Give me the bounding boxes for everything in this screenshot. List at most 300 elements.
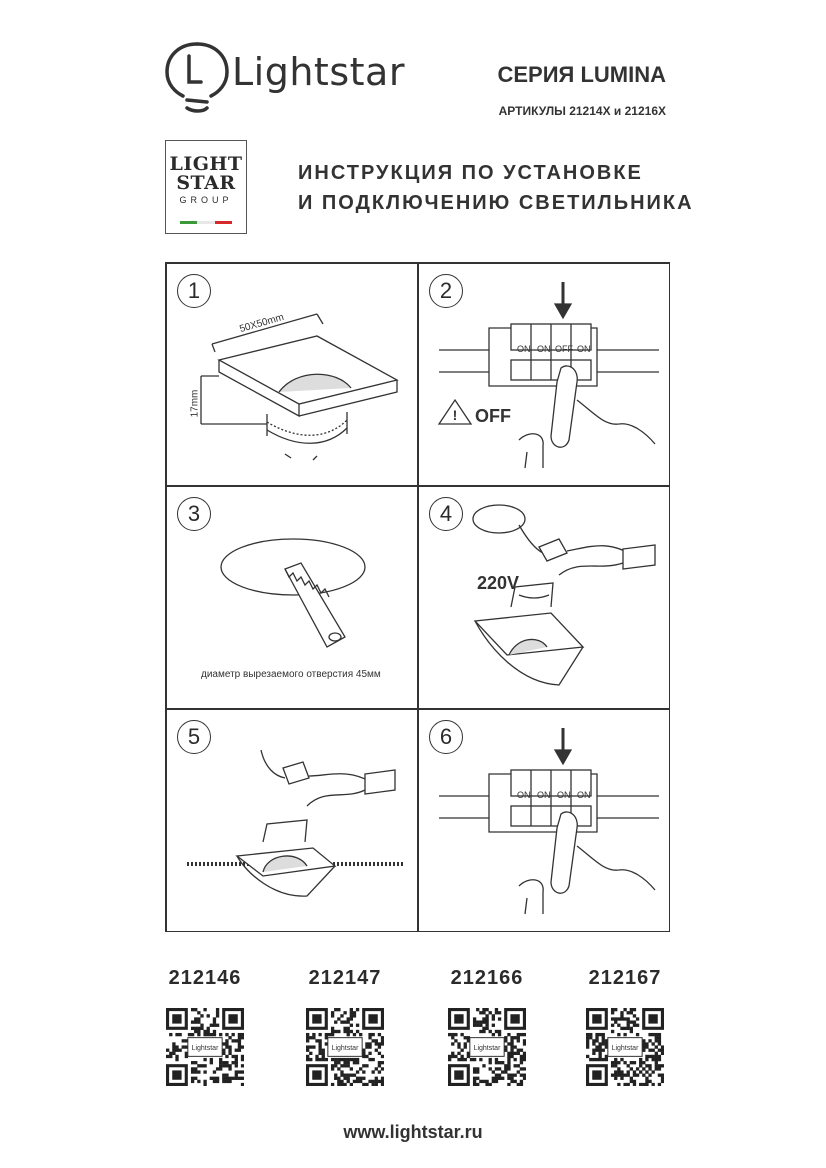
qr-module [197, 1017, 200, 1020]
switch-label-1: ON [517, 344, 531, 354]
qr-module [633, 1070, 636, 1073]
qr-module [235, 1077, 238, 1080]
qr-module [492, 1077, 495, 1080]
qr-module [325, 1033, 328, 1036]
qr-module [213, 1017, 216, 1020]
qr-finder-square [228, 1014, 237, 1023]
step-panel-4 [418, 486, 670, 709]
qr-module [210, 1058, 213, 1061]
qr-module [633, 1074, 636, 1077]
qr-module [175, 1058, 178, 1061]
qr-module [241, 1045, 244, 1048]
qr-module [238, 1049, 241, 1052]
qr-module [241, 1064, 244, 1067]
qr-module [343, 1074, 346, 1077]
qr-module [331, 1030, 334, 1033]
qr-module [381, 1036, 384, 1039]
qr-finder-square [368, 1014, 377, 1023]
qr-module [372, 1033, 375, 1036]
qr-module [623, 1017, 626, 1020]
qr-module [510, 1080, 513, 1083]
page-title [298, 158, 694, 218]
qr-module [457, 1042, 460, 1045]
qr-module [194, 1030, 197, 1033]
qr-module [482, 1064, 485, 1067]
qr-module [655, 1064, 658, 1067]
qr-module [222, 1074, 225, 1077]
qr-module [362, 1077, 365, 1080]
qr-module [589, 1033, 592, 1036]
qr-module [322, 1049, 325, 1052]
qr-module [213, 1080, 216, 1083]
qr-module [356, 1030, 359, 1033]
qr-module [235, 1055, 238, 1058]
qr-module [507, 1033, 510, 1036]
qr-module [312, 1033, 315, 1036]
qr-module [322, 1055, 325, 1058]
qr-module [507, 1083, 510, 1086]
qr-module [598, 1055, 601, 1058]
qr-module [520, 1058, 523, 1061]
qr-module [228, 1049, 231, 1052]
qr-module [241, 1083, 244, 1086]
qr-module [350, 1058, 353, 1061]
qr-module [642, 1074, 645, 1077]
qr-module [200, 1024, 203, 1027]
product-code: 212167 [588, 967, 662, 989]
qr-module [611, 1024, 614, 1027]
website-link[interactable]: www.lightstar.ru [343, 1122, 483, 1142]
qr-module [191, 1070, 194, 1073]
qr-module [630, 1067, 633, 1070]
qr-module [658, 1083, 661, 1086]
qr-module [365, 1055, 368, 1058]
qr-module [337, 1083, 340, 1086]
qr-module [482, 1008, 485, 1011]
qr-module [347, 1064, 350, 1067]
qr-module [642, 1083, 645, 1086]
qr-module [614, 1061, 617, 1064]
qr-module [197, 1020, 200, 1023]
qr-module [517, 1083, 520, 1086]
qr-module [219, 1033, 222, 1036]
qr-module [520, 1083, 523, 1086]
qr-module [172, 1052, 175, 1055]
qr-module [337, 1008, 340, 1011]
qr-module [381, 1067, 384, 1070]
qr-code[interactable] [166, 1008, 244, 1086]
qr-module [460, 1049, 463, 1052]
qr-module [178, 1033, 181, 1036]
qr-module [523, 1067, 526, 1070]
qr-module [514, 1052, 517, 1055]
qr-module [309, 1036, 312, 1039]
qr-module [464, 1042, 467, 1045]
qr-module [331, 1064, 334, 1067]
qr-module [225, 1045, 228, 1048]
qr-module [658, 1064, 661, 1067]
qr-code[interactable] [586, 1008, 664, 1086]
qr-module [645, 1070, 648, 1073]
qr-module [334, 1030, 337, 1033]
qr-module [648, 1049, 651, 1052]
qr-module [451, 1055, 454, 1058]
qr-module [504, 1067, 507, 1070]
product-item [580, 967, 670, 1086]
series-title: СЕРИЯ LUMINA [497, 62, 666, 87]
qr-module [210, 1024, 213, 1027]
qr-module [623, 1027, 626, 1030]
qr-module [495, 1080, 498, 1083]
qr-module [639, 1070, 642, 1073]
qr-code[interactable] [306, 1008, 384, 1086]
qr-module [225, 1039, 228, 1042]
qr-module [322, 1058, 325, 1061]
qr-module [652, 1042, 655, 1045]
qr-module [630, 1030, 633, 1033]
qr-module [602, 1049, 605, 1052]
qr-module [228, 1077, 231, 1080]
qr-module [623, 1061, 626, 1064]
qr-module [334, 1074, 337, 1077]
qr-module [225, 1080, 228, 1083]
qr-module [213, 1077, 216, 1080]
qr-module [375, 1049, 378, 1052]
qr-module [614, 1008, 617, 1011]
qr-module [514, 1064, 517, 1067]
qr-module [340, 1074, 343, 1077]
qr-module [353, 1074, 356, 1077]
qr-module [517, 1036, 520, 1039]
qr-module [642, 1067, 645, 1070]
qr-module [372, 1058, 375, 1061]
qr-module [356, 1070, 359, 1073]
qr-module [482, 1020, 485, 1023]
qr-module [520, 1055, 523, 1058]
product-code: 212146 [168, 967, 242, 989]
qr-module [238, 1077, 241, 1080]
qr-module [381, 1077, 384, 1080]
qr-module [620, 1014, 623, 1017]
qr-module [642, 1061, 645, 1064]
qr-module [232, 1033, 235, 1036]
qr-module [306, 1049, 309, 1052]
qr-module [520, 1049, 523, 1052]
switch-label-2: ON [537, 344, 551, 354]
qr-module [592, 1058, 595, 1061]
qr-module [451, 1033, 454, 1036]
qr-module [510, 1049, 513, 1052]
qr-module [228, 1036, 231, 1039]
switch-label-1: ON [517, 790, 531, 800]
qr-module [365, 1064, 368, 1067]
qr-module [623, 1008, 626, 1011]
qr-module [203, 1008, 206, 1011]
qr-module [312, 1045, 315, 1048]
qr-module [655, 1067, 658, 1070]
qr-module [586, 1042, 589, 1045]
qr-module [347, 1027, 350, 1030]
qr-module [485, 1017, 488, 1020]
qr-module [166, 1055, 169, 1058]
qr-module [460, 1055, 463, 1058]
qr-module [602, 1039, 605, 1042]
qr-module [381, 1083, 384, 1086]
qr-module [648, 1039, 651, 1042]
qr-module [586, 1039, 589, 1042]
qr-module [191, 1008, 194, 1011]
qr-module [216, 1080, 219, 1083]
qr-module [611, 1017, 614, 1020]
qr-module [347, 1033, 350, 1036]
product-item [442, 967, 532, 1086]
qr-module [611, 1074, 614, 1077]
qr-module [191, 1067, 194, 1070]
qr-module [216, 1014, 219, 1017]
qr-module [378, 1052, 381, 1055]
qr-module [191, 1061, 194, 1064]
qr-module [203, 1033, 206, 1036]
qr-module [334, 1064, 337, 1067]
qr-module [238, 1045, 241, 1048]
qr-module [645, 1080, 648, 1083]
qr-module [194, 1017, 197, 1020]
step-number-1: 1 [177, 274, 211, 308]
qr-module [318, 1042, 321, 1045]
qr-module [328, 1033, 331, 1036]
qr-module [378, 1061, 381, 1064]
qr-module [652, 1083, 655, 1086]
qr-module [492, 1024, 495, 1027]
switch-label-4: ON [577, 790, 591, 800]
qr-module [197, 1027, 200, 1030]
qr-module [347, 1020, 350, 1023]
qr-finder-square [312, 1070, 321, 1079]
qr-module [523, 1055, 526, 1058]
step-panel-1 [166, 263, 418, 486]
qr-module [451, 1052, 454, 1055]
qr-module [337, 1030, 340, 1033]
qr-module [175, 1055, 178, 1058]
step-number-5: 5 [177, 720, 211, 754]
qr-module [658, 1055, 661, 1058]
qr-module [225, 1074, 228, 1077]
qr-module [661, 1074, 664, 1077]
qr-module [661, 1049, 664, 1052]
qr-module [489, 1011, 492, 1014]
qr-module [203, 1070, 206, 1073]
qr-module [203, 1030, 206, 1033]
qr-module [368, 1036, 371, 1039]
qr-module [368, 1042, 371, 1045]
qr-module [636, 1067, 639, 1070]
qr-module [514, 1045, 517, 1048]
step-panel-5 [166, 709, 418, 932]
qr-module [381, 1055, 384, 1058]
qr-module [630, 1011, 633, 1014]
qr-module [228, 1052, 231, 1055]
qr-module [645, 1058, 648, 1061]
qr-module [482, 1080, 485, 1083]
qr-module [331, 1014, 334, 1017]
qr-finder-square [648, 1014, 657, 1023]
qr-module [207, 1030, 210, 1033]
qr-module [645, 1083, 648, 1086]
qr-module [312, 1036, 315, 1039]
title-line-2: И ПОДКЛЮЧЕНИЮ СВЕТИЛЬНИКА [298, 192, 694, 214]
qr-module [602, 1058, 605, 1061]
product-item [160, 967, 250, 1086]
qr-module [645, 1045, 648, 1048]
qr-module [356, 1080, 359, 1083]
qr-module [479, 1024, 482, 1027]
qr-module [652, 1070, 655, 1073]
qr-module [378, 1033, 381, 1036]
step-panel-3 [166, 486, 418, 709]
qr-module [489, 1030, 492, 1033]
qr-module [203, 1080, 206, 1083]
qr-module [378, 1045, 381, 1048]
qr-module [372, 1083, 375, 1086]
lightstar-group-logo [165, 140, 247, 234]
qr-module [454, 1033, 457, 1036]
qr-module [457, 1052, 460, 1055]
qr-module [343, 1020, 346, 1023]
qr-module [611, 1011, 614, 1014]
qr-module [498, 1077, 501, 1080]
qr-module [517, 1070, 520, 1073]
qr-module [213, 1030, 216, 1033]
qr-module [586, 1055, 589, 1058]
qr-module [492, 1017, 495, 1020]
qr-module [347, 1017, 350, 1020]
qr-module [454, 1039, 457, 1042]
qr-module [520, 1061, 523, 1064]
qr-module [633, 1083, 636, 1086]
brand-name: Lightstar [232, 50, 405, 94]
qr-module [225, 1061, 228, 1064]
qr-finder-square [592, 1070, 601, 1079]
qr-module [306, 1033, 309, 1036]
qr-module [495, 1061, 498, 1064]
qr-module [343, 1083, 346, 1086]
qr-module [523, 1042, 526, 1045]
qr-module [318, 1058, 321, 1061]
switch-label-3: ON [557, 790, 571, 800]
qr-module [353, 1014, 356, 1017]
qr-module [372, 1070, 375, 1073]
qr-module [241, 1058, 244, 1061]
qr-module [627, 1027, 630, 1030]
qr-module [482, 1030, 485, 1033]
step-number-4: 4 [429, 497, 463, 531]
qr-module [235, 1074, 238, 1077]
qr-module [318, 1045, 321, 1048]
qr-module [627, 1020, 630, 1023]
qr-module [365, 1042, 368, 1045]
qr-module [191, 1077, 194, 1080]
qr-module [507, 1067, 510, 1070]
qr-module [489, 1083, 492, 1086]
article-numbers: АРТИКУЛЫ 21214X и 21216X [498, 104, 666, 118]
qr-module [473, 1070, 476, 1073]
qr-module [222, 1080, 225, 1083]
qr-module [595, 1039, 598, 1042]
qr-module [517, 1049, 520, 1052]
qr-module [340, 1070, 343, 1073]
qr-module [356, 1058, 359, 1061]
qr-module [476, 1070, 479, 1073]
qr-module [636, 1033, 639, 1036]
qr-module [210, 1077, 213, 1080]
qr-module [219, 1064, 222, 1067]
qr-finder-square [172, 1014, 181, 1023]
qr-module [337, 1080, 340, 1083]
qr-module [498, 1074, 501, 1077]
qr-module [595, 1036, 598, 1039]
qr-module [241, 1036, 244, 1039]
qr-module [652, 1033, 655, 1036]
qr-module [617, 1083, 620, 1086]
qr-module [306, 1055, 309, 1058]
qr-module [495, 1030, 498, 1033]
qr-module [356, 1077, 359, 1080]
qr-module [620, 1074, 623, 1077]
qr-module [489, 1058, 492, 1061]
qr-module [318, 1049, 321, 1052]
qr-module [595, 1033, 598, 1036]
qr-module [194, 1061, 197, 1064]
qr-module [347, 1058, 350, 1061]
qr-module [514, 1036, 517, 1039]
qr-module [655, 1055, 658, 1058]
qr-module [207, 1027, 210, 1030]
qr-module [232, 1077, 235, 1080]
qr-module [451, 1042, 454, 1045]
qr-module [507, 1061, 510, 1064]
qr-module [617, 1067, 620, 1070]
qr-pattern [306, 1008, 384, 1086]
qr-code[interactable] [448, 1008, 526, 1086]
qr-module [655, 1036, 658, 1039]
qr-module [598, 1042, 601, 1045]
qr-module [325, 1058, 328, 1061]
qr-module [194, 1067, 197, 1070]
qr-module [194, 1020, 197, 1023]
qr-module [340, 1083, 343, 1086]
qr-module [347, 1030, 350, 1033]
qr-module [598, 1049, 601, 1052]
qr-module [614, 1064, 617, 1067]
qr-module [602, 1036, 605, 1039]
qr-module [235, 1070, 238, 1073]
qr-module [225, 1055, 228, 1058]
qr-module [178, 1049, 181, 1052]
qr-module [510, 1052, 513, 1055]
qr-module [620, 1017, 623, 1020]
qr-module [523, 1033, 526, 1036]
qr-module [347, 1074, 350, 1077]
qr-module [375, 1083, 378, 1086]
qr-module [495, 1011, 498, 1014]
qr-module [175, 1049, 178, 1052]
qr-pattern [166, 1008, 244, 1086]
qr-module [216, 1077, 219, 1080]
qr-module [362, 1070, 365, 1073]
qr-module [627, 1024, 630, 1027]
qr-module [498, 1011, 501, 1014]
qr-module [306, 1058, 309, 1061]
